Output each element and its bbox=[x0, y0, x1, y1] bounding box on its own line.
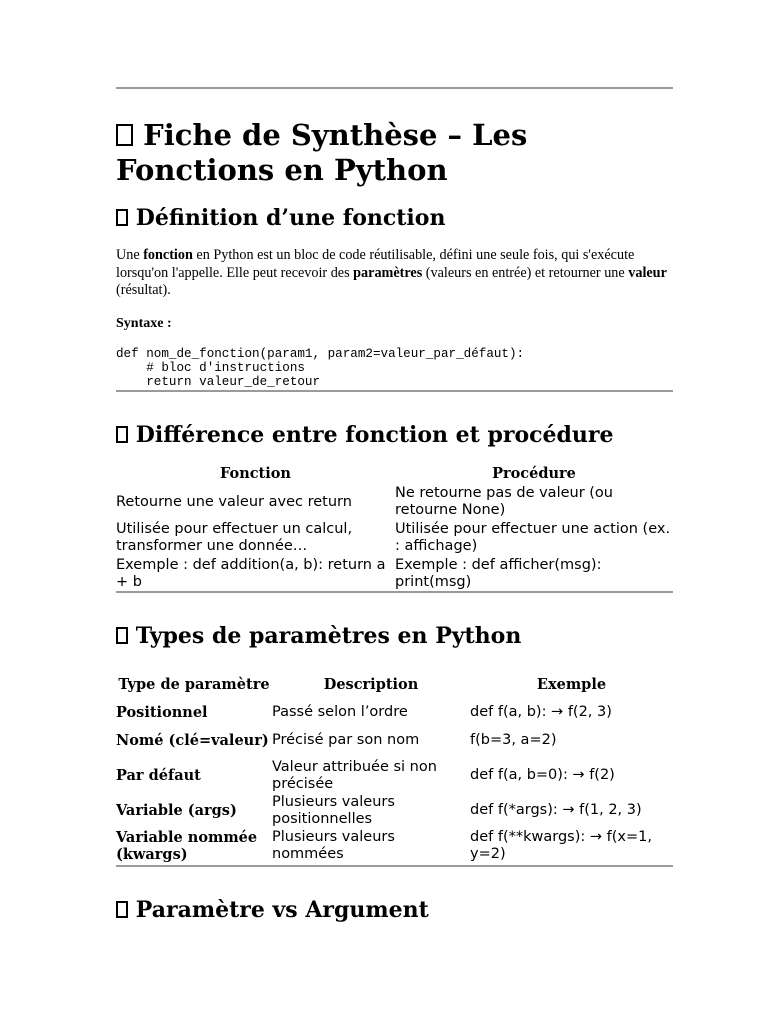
difference-table bbox=[116, 463, 673, 592]
table-row: Utilisée pour effectuer un calcul, transformer une donnée… Utilisée pour effectuer une action (ex. : affichage) bbox=[116, 521, 671, 554]
notepad-icon bbox=[116, 124, 133, 146]
pin-icon bbox=[116, 209, 128, 226]
arrows-icon bbox=[116, 901, 128, 918]
top-divider bbox=[116, 87, 673, 89]
code-block: def nom_de_fonction(param1, param2=valeur_par_défaut): # bloc d'instructions return valeur_de_retour bbox=[116, 347, 525, 389]
table-row: Retourne une valeur avec return Ne retourne pas de valeur (ou retourne None) bbox=[116, 485, 613, 518]
column-header-type: Type de paramètre bbox=[118, 675, 270, 693]
table-row: Par défaut Valeur attribuée si non précisée def f(a, b=0): → f(2) bbox=[116, 758, 615, 792]
compare-icon bbox=[116, 426, 128, 443]
column-header-fonction: Fonction bbox=[220, 465, 291, 482]
tools-icon bbox=[116, 627, 128, 644]
table-row: Exemple : def addition(a, b): return a + b Exemple : def afficher(msg): print(msg) bbox=[116, 557, 602, 590]
column-header-exemple: Exemple bbox=[536, 675, 607, 693]
heading-param-vs-arg: Paramètre vs Argument bbox=[116, 896, 429, 924]
column-header-procedure: Procédure bbox=[492, 465, 576, 482]
divider-3 bbox=[116, 865, 673, 867]
page-title bbox=[116, 118, 673, 188]
heading-definition: Définition d’une fonction bbox=[116, 204, 445, 232]
params-table bbox=[116, 666, 673, 863]
table-header-row bbox=[116, 666, 673, 702]
table-header-row bbox=[116, 463, 673, 484]
table-row: Nomé (clé=valeur) Précisé par son nom f(b=3, a=2) bbox=[116, 731, 557, 749]
syntax-label: Syntaxe : bbox=[116, 316, 172, 331]
heading-params: Types de paramètres en Python bbox=[116, 622, 521, 650]
heading-difference: Différence entre fonction et procédure bbox=[116, 421, 614, 449]
table-row: Variable nommée (kwargs) Plusieurs valeurs nommées def f(**kwargs): → f(x=1, y=2) bbox=[116, 828, 652, 863]
table-row: Positionnel Passé selon l’ordre def f(a, b): → f(2, 3) bbox=[116, 703, 612, 721]
divider-2 bbox=[116, 591, 673, 593]
divider-1 bbox=[116, 390, 673, 392]
definition-paragraph: Une fonction en Python est un bloc de code réutilisable, défini une seule fois, qui s'exécute lorsqu'on l'appelle. Elle peut recevoir des paramètres (valeurs en entrée) et retourner une valeur (résultat). bbox=[116, 247, 667, 298]
column-header-description: Description bbox=[323, 675, 419, 693]
page-title-text: Fiche de Synthèse – Les Fonctions en Python bbox=[116, 118, 528, 187]
table-row: Variable (args) Plusieurs valeurs positionnelles def f(*args): → f(1, 2, 3) bbox=[116, 793, 642, 827]
